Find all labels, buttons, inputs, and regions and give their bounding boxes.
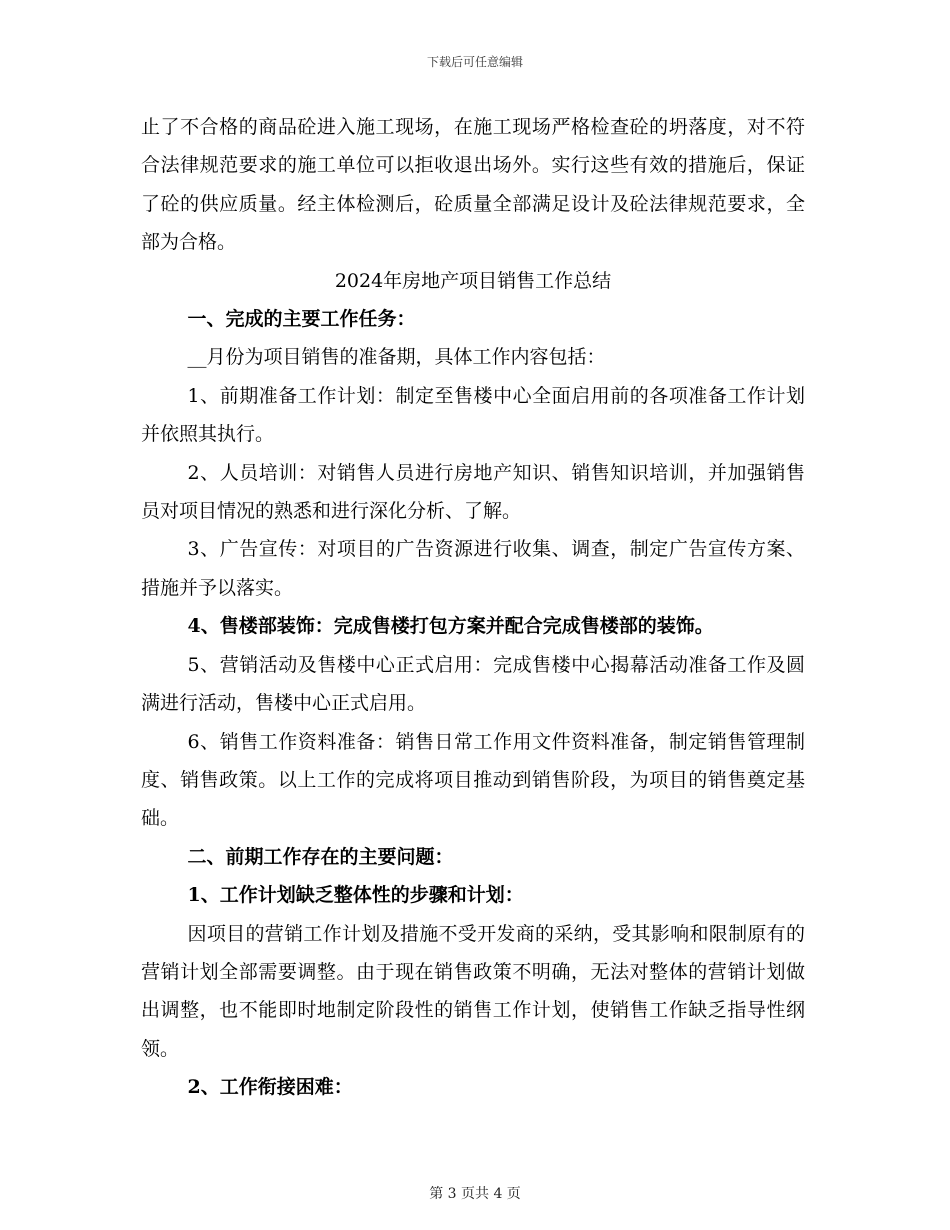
- heading-1: 一、完成的主要工作任务：: [187, 308, 416, 331]
- heading-4: 2、工作衔接困难：: [187, 1076, 353, 1099]
- paragraph-bold: 4、售楼部装饰：完成售楼打包方案并配合完成售楼部的装饰。: [187, 615, 714, 638]
- page-footer: 第 3 页共 4 页: [429, 1186, 521, 1202]
- paragraph: 1、前期准备工作计划：制定至售楼中心全面启用前的各项准备工作计划并依照其执行。: [141, 384, 805, 446]
- paragraph: 5、营销活动及售楼中心正式启用：完成售楼中心揭幕活动准备工作及圆满进行活动，售楼中心正式启用。: [141, 653, 805, 715]
- paragraph: 6、销售工作资料准备：销售日常工作用文件资料准备，制定销售管理制度、销售政策。以上工作的完成将项目推动到销售阶段，为项目的销售奠定基础。: [141, 730, 805, 830]
- paragraph: __月份为项目销售的准备期，具体工作内容包括：: [187, 346, 606, 369]
- page-header: 下载后可任意编辑: [426, 55, 523, 69]
- section-title: 2024年房地产项目销售工作总结: [334, 269, 612, 292]
- paragraph: 3、广告宣传：对项目的广告资源进行收集、调查，制定广告宣传方案、措施并予以落实。: [141, 538, 805, 599]
- heading-3: 1、工作计划缺乏整体性的步骤和计划：: [187, 884, 524, 907]
- document-body: [141, 108, 805, 1107]
- paragraph: 2、人员培训：对销售人员进行房地产知识、销售知识培训，并加强销售员对项目情况的熟悉和进行深化分析、了解。: [141, 461, 805, 523]
- paragraph: 因项目的营销工作计划及措施不受开发商的采纳，受其影响和限制原有的营销计划全部需要调整。由于现在销售政策不明确，无法对整体的营销计划做出调整，也不能即时地制定阶段性的销售工作计划，使销售工作缺乏指导性纲领。: [141, 922, 805, 1060]
- heading-2: 二、前期工作存在的主要问题：: [187, 845, 454, 868]
- paragraph: 止了不合格的商品砼进入施工现场，在施工现场严格检查砼的坍落度，对不符合法律规范要求的施工单位可以拒收退出场外。实行这些有效的措施后，保证了砼的供应质量。经主体检测后，砼质量全部满足设计及砼法律规范要求，全部为合格。: [141, 116, 805, 254]
